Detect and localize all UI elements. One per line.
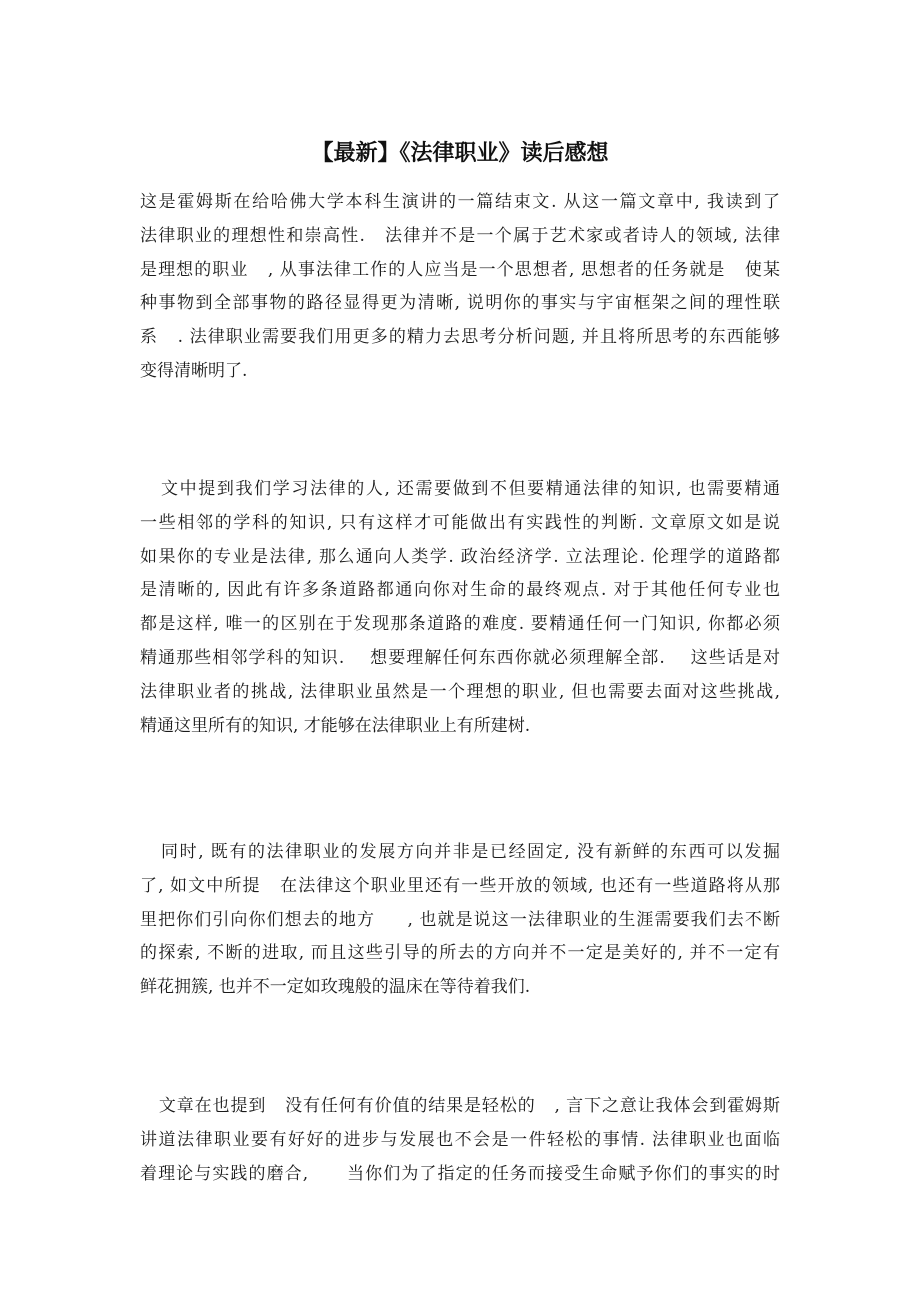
text-line: 的探索, 不断的进取, 而且这些引导的所去的方向并不一定是美好的, 并不一定有 [140,943,780,964]
text-line: 里把你们引向你们想去的地方 , 也就是说这一法律职业的生涯需要我们去不断 [140,909,780,930]
text-line: 变得清晰明了. [140,360,248,381]
text-line: 精通那些相邻学科的知识. 想要理解任何东西你就必须理解全部. 这些话是对 [140,647,780,668]
text-line: 如果你的专业是法律, 那么通向人类学. 政治经济学. 立法理论. 伦理学的道路都 [140,546,780,567]
text-line: 精通这里所有的知识, 才能够在法律职业上有所建树. [140,715,531,736]
paragraph-1 [140,186,780,389]
paragraph-3 [140,836,780,1005]
text-line: 法律职业者的挑战, 法律职业虽然是一个理想的职业, 但也需要去面对这些挑战, [140,681,780,702]
text-line: 着理论与实践的磨合, 当你们为了指定的任务而接受生命赋予你们的事实的时 [140,1163,780,1184]
text-line: 文章在也提到 没有任何有价值的结果是轻松的 , 言下之意让我体会到霍姆斯 [140,1096,780,1116]
text-line: 了, 如文中所提 在法律这个职业里还有一些开放的领域, 也还有一些道路将从那 [140,875,780,896]
text-line: 这是霍姆斯在给哈佛大学本科生演讲的一篇结束文. 从这一篇文章中, 我读到了 [140,192,780,212]
text-line: 种事物到全部事物的路径显得更为清晰, 说明你的事实与宇宙框架之间的理性联 [140,293,780,314]
text-line: 是理想的职业 , 从事法律工作的人应当是一个思想者, 思想者的任务就是 使某 [140,259,780,280]
text-line: 同时, 既有的法律职业的发展方向并非是已经固定, 没有新鲜的东西可以发掘 [140,842,780,862]
text-line: 文中提到我们学习法律的人, 还需要做到不但要精通法律的知识, 也需要精通 [140,479,780,499]
text-line: 一些相邻的学科的知识, 只有这样才可能做出有实践性的判断. 文章原文如是说 [140,512,780,533]
paragraph-4 [140,1090,780,1191]
paragraph-2 [140,473,780,743]
text-line: 是清晰的, 因此有许多条道路都通向你对生命的最终观点. 对于其他任何专业也 [140,580,780,601]
text-line: 鲜花拥簇, 也并不一定如玫瑰般的温床在等待着我们. [140,977,531,998]
text-line: 都是这样, 唯一的区别在于发现那条道路的难度. 要精通任何一门知识, 你都必须 [140,614,780,635]
text-line: 讲道法律职业要有好好的进步与发展也不会是一件轻松的事情. 法律职业也面临 [140,1129,780,1150]
text-line: 法律职业的理想性和崇高性. 法律并不是一个属于艺术家或者诗人的领域, 法律 [140,225,780,246]
text-line: 系 . 法律职业需要我们用更多的精力去思考分析问题, 并且将所思考的东西能够 [140,327,780,348]
document-title: 【最新】《法律职业》读后感想 [311,141,609,166]
